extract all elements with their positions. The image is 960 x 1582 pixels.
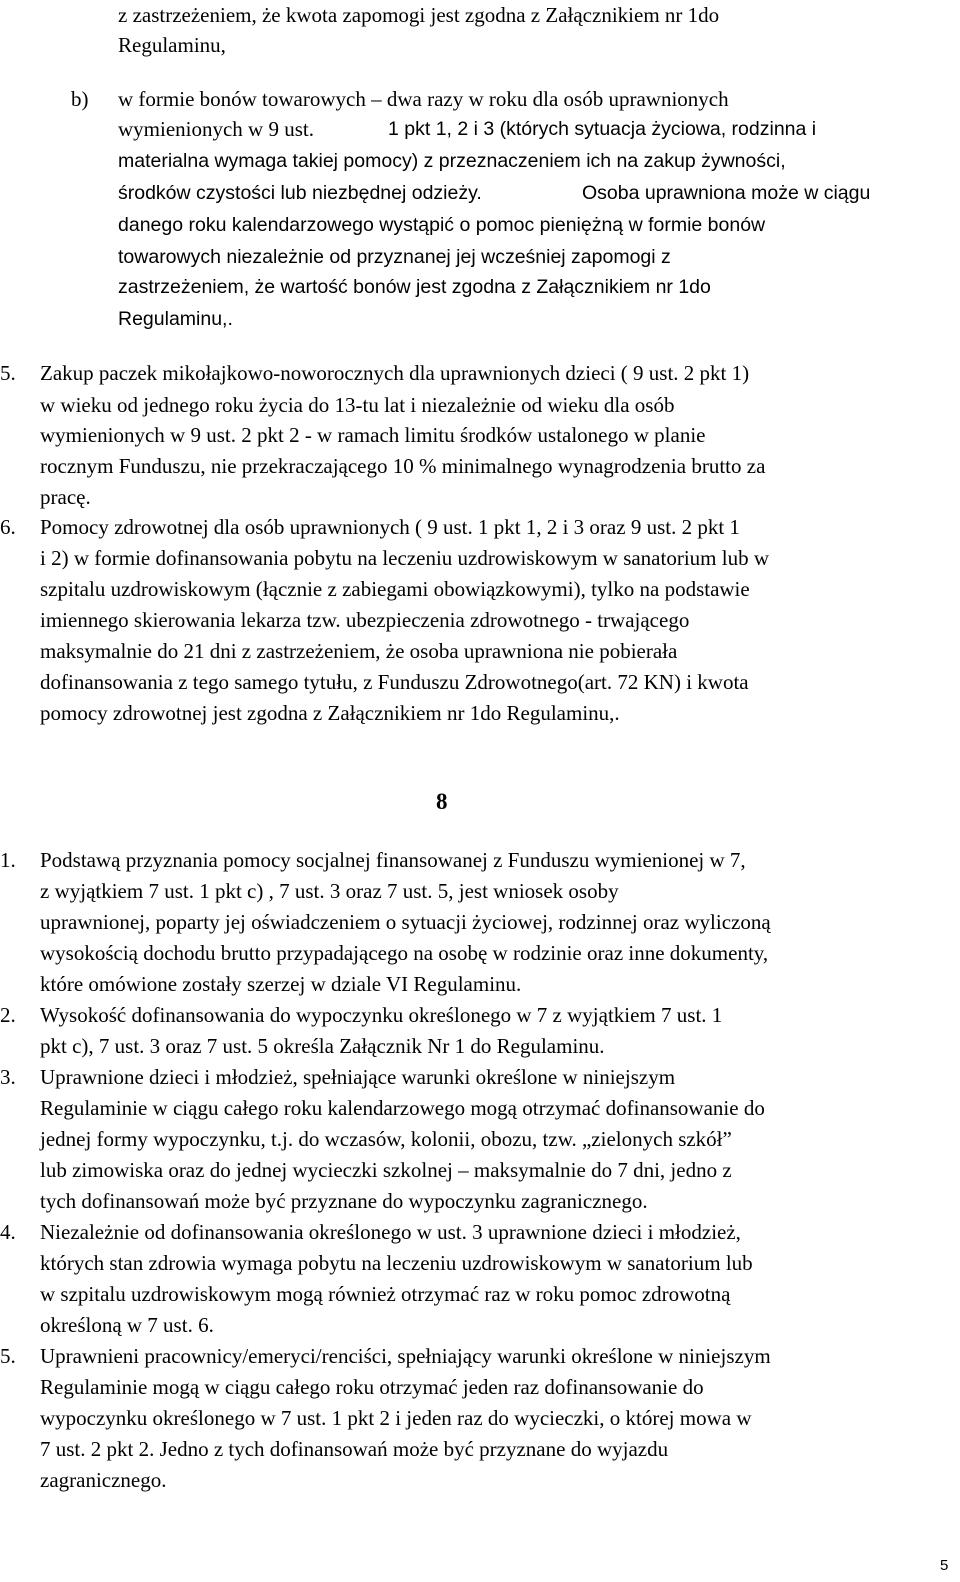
section-heading: 8 (436, 789, 448, 814)
item-b-line: Osoba uprawniona może w ciągu (582, 182, 871, 204)
list-number: 1. (0, 848, 16, 872)
point-line: których stan zdrowia wymaga pobytu na leczeniu uzdrowiskowym w sanatorium lub (40, 1251, 753, 1275)
item-b-line: zastrzeżeniem, że wartość bonów jest zgodna z Załącznikiem nr 1do (118, 276, 711, 298)
point-line: w wieku od jednego roku życia do 13-tu lat i niezależnie od wieku dla osób (40, 393, 675, 417)
point-line: pomocy zdrowotnej jest zgodna z Załącznikiem nr 1do Regulaminu,. (40, 701, 620, 725)
point-line: Regulaminie w ciągu całego roku kalendarzowego mogą otrzymać dofinansowanie do (40, 1096, 765, 1120)
list-number: 2. (0, 1003, 16, 1027)
point-line: Pomocy zdrowotnej dla osób uprawnionych ( 9 ust. 1 pkt 1, 2 i 3 oraz 9 ust. 2 pkt 1 (40, 515, 740, 539)
list-number: 6. (0, 515, 16, 539)
item-b-line: towarowych niezależnie od przyznanej jej wcześniej zapomogi z (118, 246, 671, 268)
point-line: lub zimowiska oraz do jednej wycieczki szkolnej – maksymalnie do 7 dni, jedno z (40, 1158, 732, 1182)
item-b-line: materialna wymaga takiej pomocy) z przeznaczeniem ich na zakup żywności, (118, 150, 786, 172)
point-line: tych dofinansowań może być przyznane do wypoczynku zagranicznego. (40, 1189, 648, 1213)
list-number: 3. (0, 1065, 16, 1089)
point-line: imiennego skierowania lekarza tzw. ubezpieczenia zdrowotnego - trwającego (40, 608, 690, 632)
point-line: wysokością dochodu brutto przypadającego na osobę w rodzinie oraz inne dokumenty, (40, 941, 769, 965)
point-line: uprawnionej, poparty jej oświadczeniem o sytuacji życiowej, rodzinnej oraz wyliczoną (40, 910, 771, 934)
point-line: które omówione zostały szerzej w dziale VI Regulaminu. (40, 972, 522, 996)
paragraph-line: Regulaminu, (118, 33, 226, 57)
point-line: pracę. (40, 485, 91, 509)
point-line: 7 ust. 2 pkt 2. Jedno z tych dofinansowań może być przyznane do wyjazdu (40, 1437, 669, 1461)
point-line: określoną w 7 ust. 6. (40, 1313, 214, 1337)
point-line: w szpitalu uzdrowiskowym mogą również otrzymać raz w roku pomoc zdrowotną (40, 1282, 731, 1306)
point-line: Zakup paczek mikołajkowo-noworocznych dla uprawnionych dzieci ( 9 ust. 2 pkt 1) (40, 361, 750, 385)
point-line: zagranicznego. (40, 1468, 167, 1492)
item-b-line: danego roku kalendarzowego wystąpić o pomoc pieniężną w formie bonów (118, 214, 766, 236)
point-line: pkt c), 7 ust. 3 oraz 7 ust. 5 określa Załącznik Nr 1 do Regulaminu. (40, 1034, 605, 1058)
page-number: 5 (940, 1557, 949, 1574)
list-marker-b: b) (71, 87, 89, 111)
list-number: 5. (0, 361, 16, 385)
point-line: szpitalu uzdrowiskowym (łącznie z zabiegami obowiązkowymi), tylko na podstawie (40, 577, 750, 601)
item-b-line: środków czystości lub niezbędnej odzieży. (118, 182, 482, 204)
item-b-line: 1 pkt 1, 2 i 3 (których sytuacja życiowa, rodzinna i (388, 118, 817, 140)
item-b-line: wymienionych w 9 ust. (118, 117, 314, 141)
point-line: wypoczynku określonego w 7 ust. 1 pkt 2 i jeden raz do wycieczki, o której mowa w (40, 1406, 752, 1430)
list-number: 4. (0, 1220, 16, 1244)
item-b-line: w formie bonów towarowych – dwa razy w roku dla osób uprawnionych (118, 87, 729, 111)
point-line: Niezależnie od dofinansowania określonego w ust. 3 uprawnione dzieci i młodzież, (40, 1220, 741, 1244)
point-line: Podstawą przyznania pomocy socjalnej finansowanej z Funduszu wymienionej w 7, (40, 848, 746, 872)
point-line: dofinansowania z tego samego tytułu, z Funduszu Zdrowotnego(art. 72 KN) i kwota (40, 670, 749, 694)
point-line: Uprawnieni pracownicy/emeryci/renciści, spełniający warunki określone w niniejszym (40, 1344, 771, 1368)
point-line: jednej formy wypoczynku, t.j. do wczasów, kolonii, obozu, tzw. „zielonych szkół” (40, 1127, 732, 1151)
point-line: z wyjątkiem 7 ust. 1 pkt c) , 7 ust. 3 oraz 7 ust. 5, jest wniosek osoby (40, 879, 619, 903)
point-line: Regulaminie mogą w ciągu całego roku otrzymać jeden raz dofinansowanie do (40, 1375, 704, 1399)
paragraph-line: z zastrzeżeniem, że kwota zapomogi jest zgodna z Załącznikiem nr 1do (118, 3, 720, 27)
point-line: wymienionych w 9 ust. 2 pkt 2 - w ramach limitu środków ustalonego w planie (40, 423, 706, 447)
item-b-line: Regulaminu,. (118, 308, 233, 330)
point-line: maksymalnie do 21 dni z zastrzeżeniem, że osoba uprawniona nie pobierała (40, 639, 678, 663)
point-line: Uprawnione dzieci i młodzież, spełniające warunki określone w niniejszym (40, 1065, 676, 1089)
point-line: Wysokość dofinansowania do wypoczynku określonego w 7 z wyjątkiem 7 ust. 1 (40, 1003, 723, 1027)
point-line: rocznym Funduszu, nie przekraczającego 10 % minimalnego wynagrodzenia brutto za (40, 454, 766, 478)
list-number: 5. (0, 1344, 16, 1368)
point-line: i 2) w formie dofinansowania pobytu na leczeniu uzdrowiskowym w sanatorium lub w (40, 546, 770, 570)
